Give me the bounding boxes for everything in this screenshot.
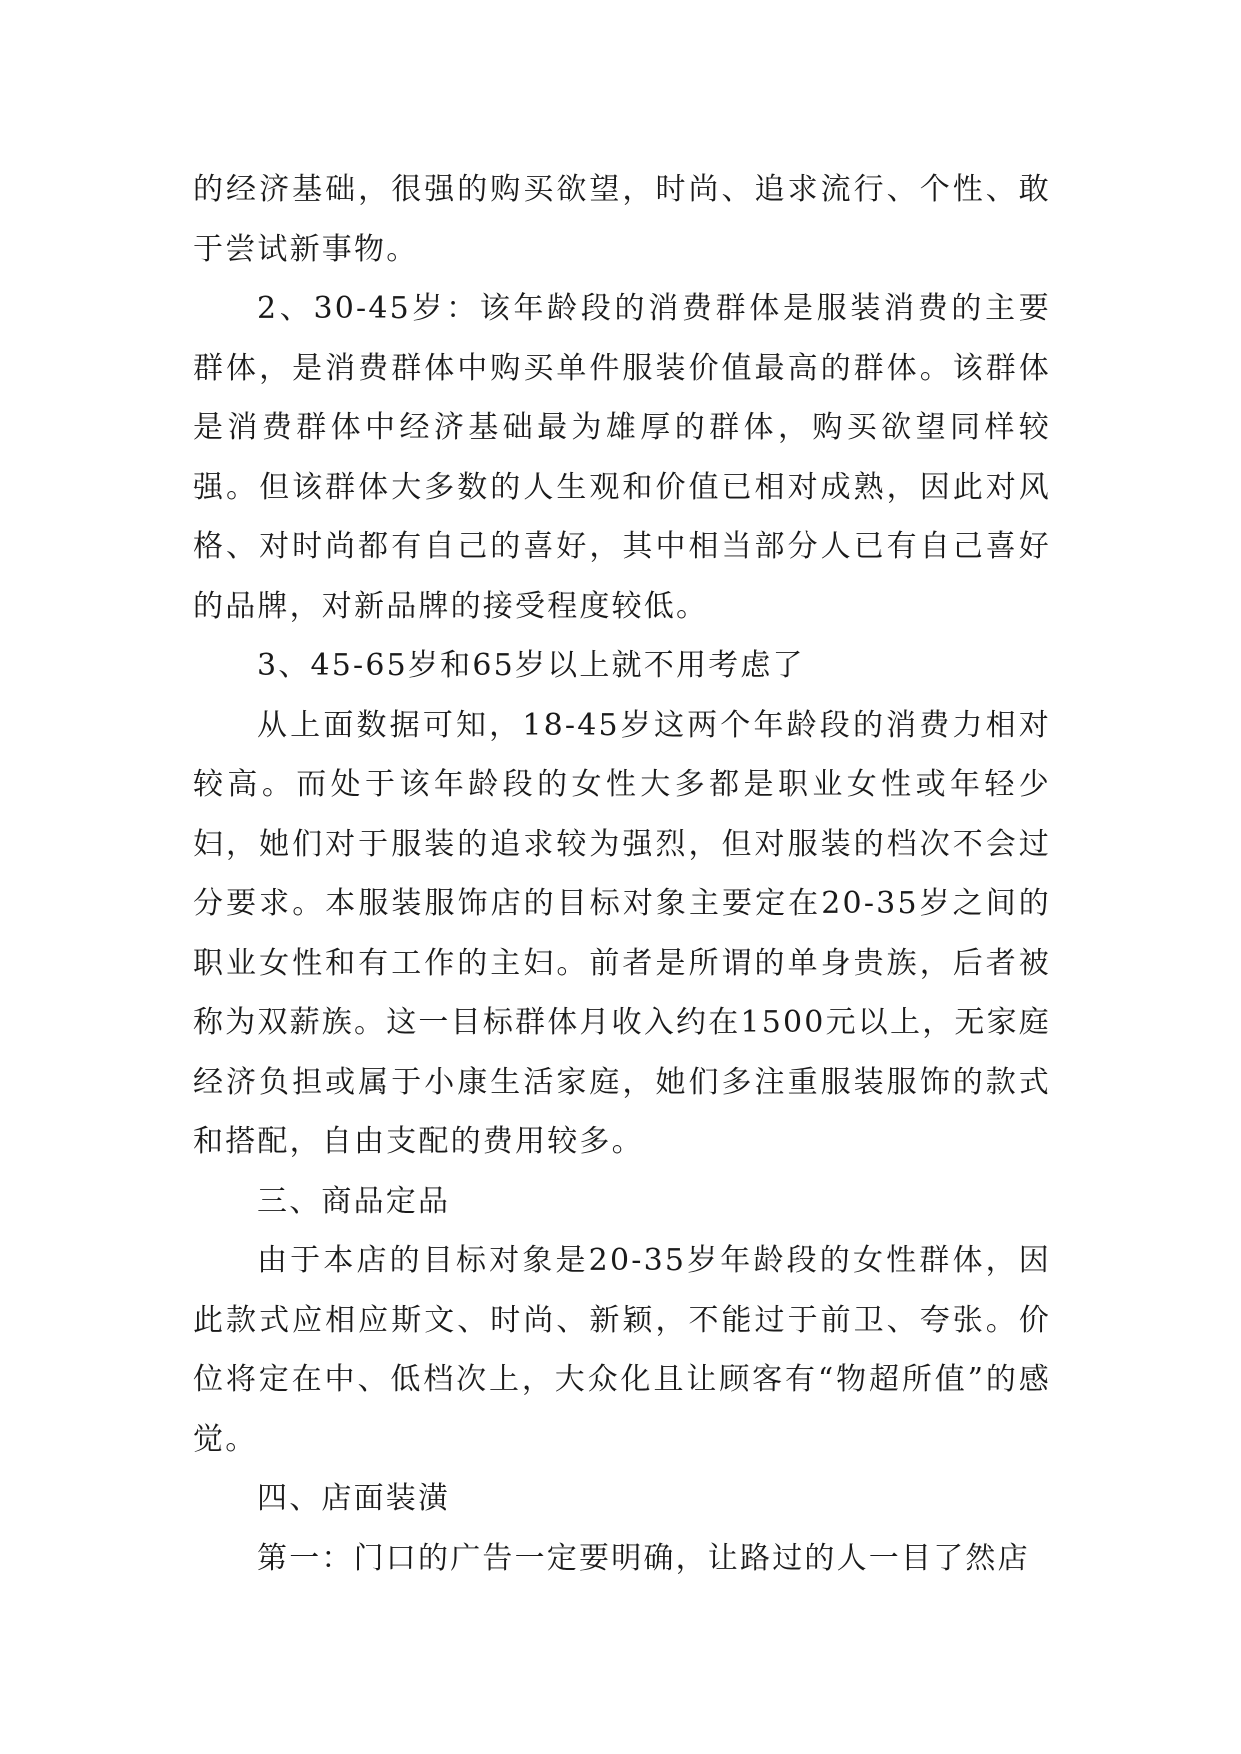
document-body	[193, 160, 1051, 1588]
section-heading-product-positioning: 三、商品定品	[257, 1183, 451, 1219]
paragraph-target-customers: 从上面数据可知，18-45岁这两个年龄段的消费力相对较高。而处于该年龄段的女性大多都是职业女性或年轻少妇，她们对于服装的追求较为强烈，但对服装的档次不会过分要求。本服装服饰店的目标对象主要定在20-35岁之间的职业女性和有工作的主妇。前者是所谓的单身贵族，后者被称为双薪族。这一目标群体月收入约在1500元以上，无家庭经济负担或属于小康生活家庭，她们多注重服装服饰的款式和搭配，自由支配的费用较多。	[193, 707, 1051, 1159]
paragraph-storefront-advertising: 第一：门口的广告一定要明确，让路过的人一目了然店	[257, 1540, 1030, 1576]
paragraph-product-positioning: 由于本店的目标对象是20-35岁年龄段的女性群体，因此款式应相应斯文、时尚、新颖，不能过于前卫、夸张。价位将定在中、低档次上，大众化且让顾客有“物超所值”的感觉。	[193, 1243, 1051, 1457]
section-heading-storefront-decoration: 四、店面装潢	[257, 1481, 451, 1516]
paragraph-consumer-traits: 的经济基础，很强的购买欲望，时尚、追求流行、个性、敢于尝试新事物。	[193, 172, 1051, 267]
paragraph-age-30-45: 2、30-45岁：该年龄段的消费群体是服装消费的主要群体，是消费群体中购买单件服装价值最高的群体。该群体是消费群体中经济基础最为雄厚的群体，购买欲望同样较强。但该群体大多数的人生观和价值已相对成熟，因此对风格、对时尚都有自己的喜好，其中相当部分人已有自己喜好的品牌，对新品牌的接受程度较低。	[193, 291, 1051, 624]
paragraph-age-45-65: 3、45-65岁和65岁以上就不用考虑了	[257, 648, 805, 683]
